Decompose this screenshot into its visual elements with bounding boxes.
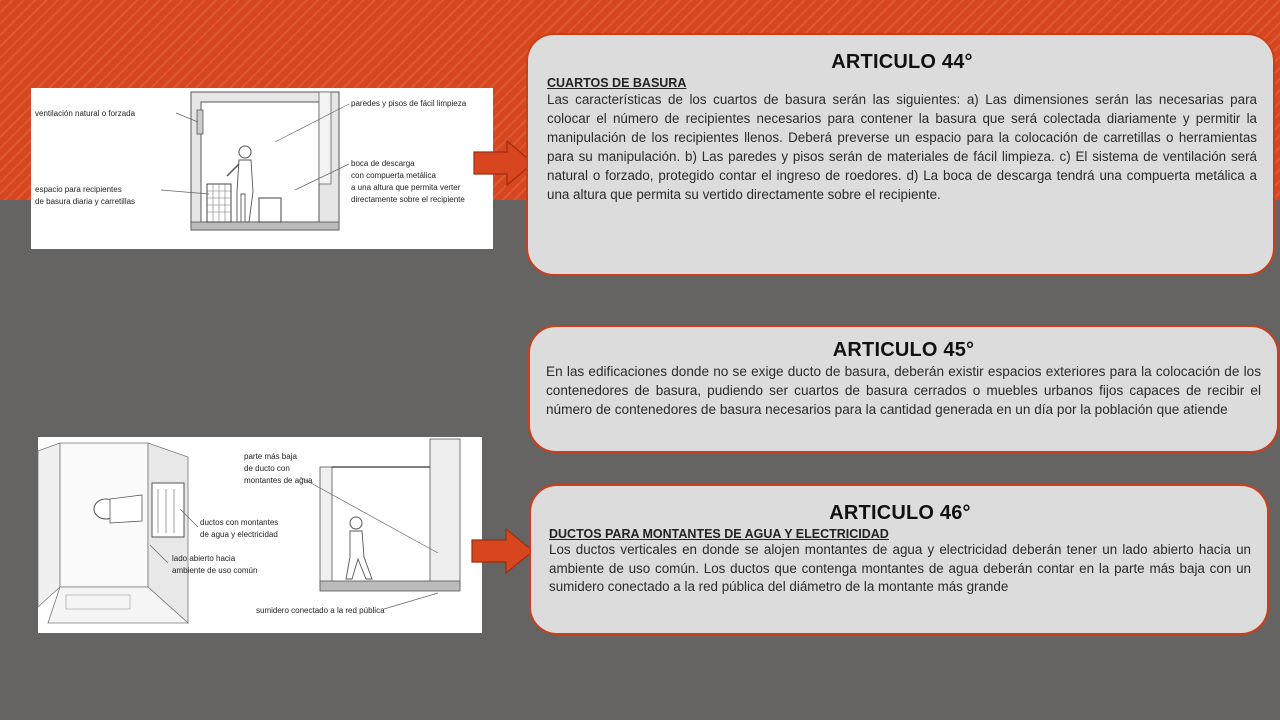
- label-espacio-1: espacio para recipientes: [35, 185, 122, 194]
- article-46-body: Los ductos verticales en donde se alojen montantes de agua y electricidad deberán tener un lado abierto hacia un ambiente de uso común. Los ductos que contenga montantes de agua deberán contar en la parte más baja con un sumidero conectado a la red pública del diámetro de la montante más grande: [549, 542, 1251, 595]
- label-lado-2: ambiente de uso común: [172, 566, 258, 575]
- label-boca-3: a una altura que permita verter: [351, 183, 461, 192]
- label-paredes: paredes y pisos de fácil limpieza: [351, 99, 467, 108]
- article-44-card: [526, 33, 1275, 276]
- label-ductos-2: de agua y electricidad: [200, 530, 278, 539]
- label-ventilacion: ventilación natural o forzada: [35, 109, 136, 118]
- label-boca-1: boca de descarga: [351, 159, 415, 168]
- article-45-body: En las edificaciones donde no se exige ducto de basura, deberán existir espacios exteriores para la colocación de los contenedores de basura, pudiendo ser cuartos de basura cerrados o muebles urbanos fijos capaces de recibir el número de contenedores de basura necesarios para la cantidad generada en un día por la población que atiende: [546, 364, 1261, 417]
- label-parte-3: montantes de agua: [244, 476, 313, 485]
- label-lado-1: lado abierto hacia: [172, 554, 236, 563]
- label-parte-1: parte más baja: [244, 452, 297, 461]
- label-boca-2: con compuerta metálica: [351, 171, 436, 180]
- label-ductos-1: ductos con montantes: [200, 518, 279, 527]
- article-44-title: ARTICULO 44°: [831, 51, 973, 73]
- diagram-utility-ducts: [38, 437, 482, 633]
- article-45-title: ARTICULO 45°: [832, 339, 975, 361]
- label-espacio-2: de basura diaria y carretillas: [35, 197, 136, 206]
- diagram-trash-room: [31, 88, 493, 249]
- figure-cuartos-de-basura: [31, 88, 493, 249]
- article-44-subtitle: CUARTOS DE BASURA: [547, 76, 687, 90]
- article-46-card: [529, 484, 1269, 635]
- arrow-right-icon: [471, 528, 535, 574]
- label-sumidero: sumidero conectado a la red pública: [256, 606, 385, 615]
- label-boca-4: directamente sobre el recipiente: [351, 195, 465, 204]
- article-46-subtitle: DUCTOS PARA MONTANTES DE AGUA Y ELECTRICIDAD: [549, 527, 889, 541]
- label-parte-2: de ducto con: [244, 464, 290, 473]
- article-46-title: ARTICULO 46°: [829, 502, 971, 524]
- figure-ductos-montantes: [38, 437, 482, 633]
- article-44-body: Las características de los cuartos de basura serán las siguientes: a) Las dimensiones serán las necesarias para colocar el número de recipientes necesarios para contener la basura que será colectada diariamente y permitir la manipulación de los recipientes llenos. Deberá preverse un espacio para la colocación de carretillas o herramientas para su manipulación. b) Las paredes y pisos serán de materiales de fácil limpieza. c) El sistema de ventilación será natural o forzado, protegido contar el ingreso de roedores. d) La boca de descarga tendrá una compuerta metálica a una altura que permita su vertido directamente sobre el recipiente.: [547, 92, 1257, 202]
- article-45-card: [528, 325, 1279, 453]
